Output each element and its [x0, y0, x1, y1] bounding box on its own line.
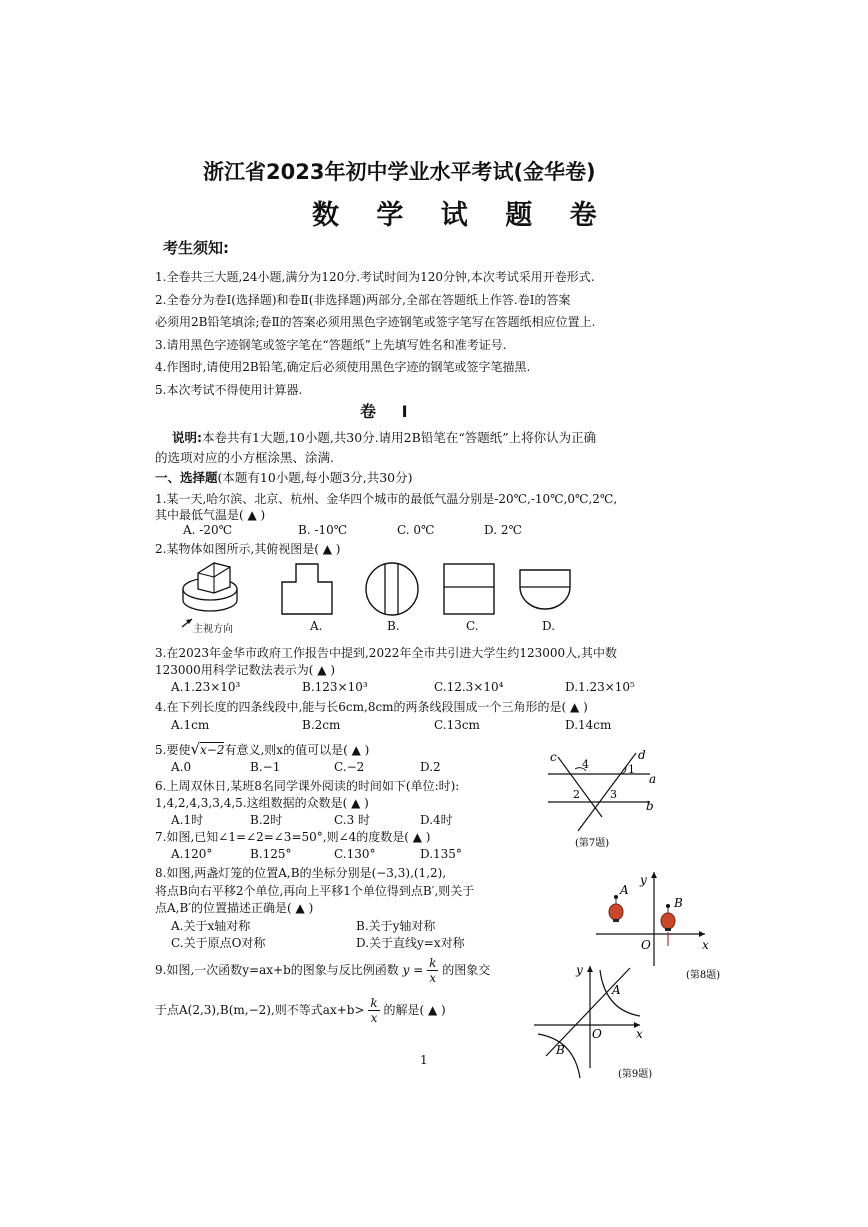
q9-fraction-2: [368, 996, 379, 1025]
q5-line1: [155, 740, 369, 758]
q2-label-c: C.: [466, 619, 479, 633]
q4-option-b: B.2cm: [302, 718, 341, 732]
q7-label-1: 1: [628, 763, 635, 776]
q2-label-a: A.: [310, 619, 323, 633]
q9-suffix: 的图象交: [442, 963, 491, 977]
q4-line1: 4.在下列长度的四条线段中,能与长6cm,8cm的两条线段围成一个三角形的是( ▲ ): [155, 700, 588, 714]
q8-line1: 8.如图,两盏灯笼的位置A,B的坐标分别是(−3,3),(1,2),: [155, 866, 447, 880]
exam-subtitle: 数 学 试 题 卷: [312, 200, 611, 231]
part1-heading-line: [155, 468, 412, 486]
q9-frac-num: k: [429, 956, 437, 970]
page-number: 1: [420, 1053, 428, 1067]
q5-option-c: C.−2: [334, 760, 365, 774]
q7-caption: (第7题): [575, 838, 610, 849]
q7-label-c: c: [550, 750, 557, 764]
q8-caption: (第8题): [686, 970, 721, 981]
q7-label-b: b: [646, 799, 654, 813]
q2-label-d: D.: [542, 619, 556, 633]
q9-caption: (第9题): [618, 1069, 653, 1080]
part1-heading: 一、选择题: [155, 470, 218, 485]
q7-option-b: B.125°: [250, 847, 292, 861]
exam-title: 浙江省2023年初中学业水平考试(金华卷): [203, 160, 596, 184]
q9-frac-den: x: [429, 971, 437, 985]
q2-option-b-figure: [364, 561, 420, 617]
q6-line1: 6.上周双休日,某班8名同学课外阅读的时间如下(单位:时):: [155, 779, 460, 793]
notice-item: 必须用2B铅笔填涂;卷Ⅱ的答案必须用黑色字迹钢笔或签字笔写在答题纸相应位置上.: [155, 315, 596, 329]
explain-label: 说明:: [172, 430, 202, 445]
q7-figure: [540, 745, 670, 855]
explain-line1: [172, 428, 596, 446]
q7-label-4: 4: [582, 758, 589, 771]
q7-option-a: A.120°: [171, 847, 213, 861]
q8-line2: 将点B向右平移2个单位,再向上平移1个单位得到点B′,则关于: [155, 884, 475, 898]
q6-line2: 1,4,2,4,3,3,4,5.这组数据的众数是( ▲ ): [155, 796, 369, 810]
q8-label-o: O: [641, 938, 651, 952]
q8-label-x: x: [702, 938, 709, 952]
q6-option-a: A.1时: [171, 813, 204, 827]
q6-option-c: C.3 时: [334, 813, 371, 827]
q6-option-d: D.4时: [420, 813, 453, 827]
q4-option-a: A.1cm: [171, 718, 210, 732]
q8-label-a: A: [620, 883, 629, 897]
q1-option-a: A. -20℃: [183, 523, 233, 537]
notice-item: 4.作图时,请使用2B铅笔,确定后必须使用黑色字迹的钢笔或签字笔描黑.: [155, 360, 531, 374]
q5-radicand: x−2: [200, 743, 225, 757]
q8-option-a: A.关于x轴对称: [171, 919, 251, 933]
q4-option-d: D.14cm: [565, 718, 612, 732]
q1-line2: 其中最低气温是( ▲ ): [155, 508, 266, 522]
section-title: 卷 Ⅰ: [360, 402, 418, 421]
q2-option-c-figure: [443, 563, 495, 615]
q1-option-c: C. 0℃: [397, 523, 435, 537]
q4-option-c: C.13cm: [434, 718, 480, 732]
q5-option-b: B.−1: [250, 760, 281, 774]
notice-item: 5.本次考试不得使用计算器.: [155, 383, 303, 397]
notice-item: 2.全卷分为卷Ⅰ(选择题)和卷Ⅱ(非选择题)两部分,全部在答题纸上作答.卷Ⅰ的答案: [155, 293, 571, 307]
q8-label-y: y: [640, 873, 647, 887]
q9-line2-prefix: 于点A(2,3),B(m,−2),则不等式ax+b>: [155, 1003, 365, 1017]
q3-line1: 3.在2023年金华市政府工作报告中提到,2022年全市共引进大学生约123000人,其中数: [155, 646, 617, 660]
q1-line1: 1.某一天,哈尔滨、北京、杭州、金华四个城市的最低气温分别是-20℃,-10℃,0℃,2℃,: [155, 492, 618, 506]
sqrt-sign: √: [190, 740, 201, 758]
q9-fraction: [427, 956, 438, 985]
part1-note: (本题有10小题,每小题3分,共30分): [217, 470, 413, 485]
q9-frac-lhs: y =: [402, 963, 424, 977]
q5-option-d: D.2: [420, 760, 441, 774]
q7-label-a: a: [649, 772, 657, 786]
q9-figure: [530, 958, 670, 1083]
q9-label-x: x: [636, 1027, 643, 1041]
q2-line1: 2.某物体如图所示,其俯视图是( ▲ ): [155, 542, 341, 556]
q8-option-c: C.关于原点O对称: [171, 936, 266, 950]
q5-suffix: 有意义,则x的值可以是( ▲ ): [224, 743, 370, 757]
q1-option-b: B. -10℃: [298, 523, 348, 537]
q9-label-o: O: [592, 1027, 602, 1041]
q9-frac2-den: x: [370, 1011, 378, 1025]
q9-label-a: A: [612, 983, 621, 997]
q2-view-label: 主视方向: [193, 624, 233, 635]
q3-option-b: B.123×10³: [302, 680, 368, 694]
q8-line3: 点A,B′的位置描述正确是( ▲ ): [155, 901, 314, 915]
q3-option-d: D.1.23×10⁵: [565, 680, 635, 694]
q7-label-2: 2: [573, 788, 580, 801]
q9-line1: [155, 956, 490, 985]
q8-option-d: D.关于直线y=x对称: [356, 936, 465, 950]
q3-option-c: C.12.3×10⁴: [434, 680, 504, 694]
q2-label-b: B.: [387, 619, 400, 633]
q2-option-d-figure: [519, 569, 571, 613]
q8-label-b: B: [674, 896, 683, 910]
q9-label-b: B: [556, 1043, 565, 1057]
q5-prefix: 5.要使: [155, 743, 191, 757]
q7-option-d: D.135°: [420, 847, 462, 861]
q1-option-d: D. 2℃: [484, 523, 522, 537]
explain-text: 本卷共有1大题,10小题,共30分.请用2B铅笔在“答题纸”上将你认为正确: [202, 430, 597, 445]
q8-option-b: B.关于y轴对称: [356, 919, 436, 933]
notice-heading: 考生须知:: [163, 239, 229, 257]
q2-option-a-figure: [280, 562, 334, 616]
q5-option-a: A.0: [171, 760, 192, 774]
q9-line2-suffix: 的解是( ▲ ): [383, 1003, 446, 1017]
q7-label-3: 3: [610, 788, 617, 801]
q7-line1: 7.如图,已知∠1=∠2=∠3=50°,则∠4的度数是( ▲ ): [155, 830, 431, 844]
q9-line2: [155, 996, 446, 1025]
q9-label-y: y: [576, 963, 583, 977]
q9-frac2-num: k: [370, 996, 378, 1010]
q3-line2: 123000用科学记数法表示为( ▲ ): [155, 663, 336, 677]
q7-label-d: d: [638, 748, 646, 762]
notice-item: 3.请用黑色字迹钢笔或签字笔在“答题纸”上先填写姓名和准考证号.: [155, 338, 507, 352]
explain-line2: 的选项对应的小方框涂黑、涂满.: [155, 450, 334, 465]
q3-option-a: A.1.23×10³: [171, 680, 241, 694]
q7-option-c: C.130°: [334, 847, 376, 861]
q9-prefix: 9.如图,一次函数y=ax+b的图象与反比例函数: [155, 963, 399, 977]
q6-option-b: B.2时: [250, 813, 283, 827]
notice-item: 1.全卷共三大题,24小题,满分为120分.考试时间为120分钟,本次考试采用开卷形式.: [155, 270, 595, 284]
